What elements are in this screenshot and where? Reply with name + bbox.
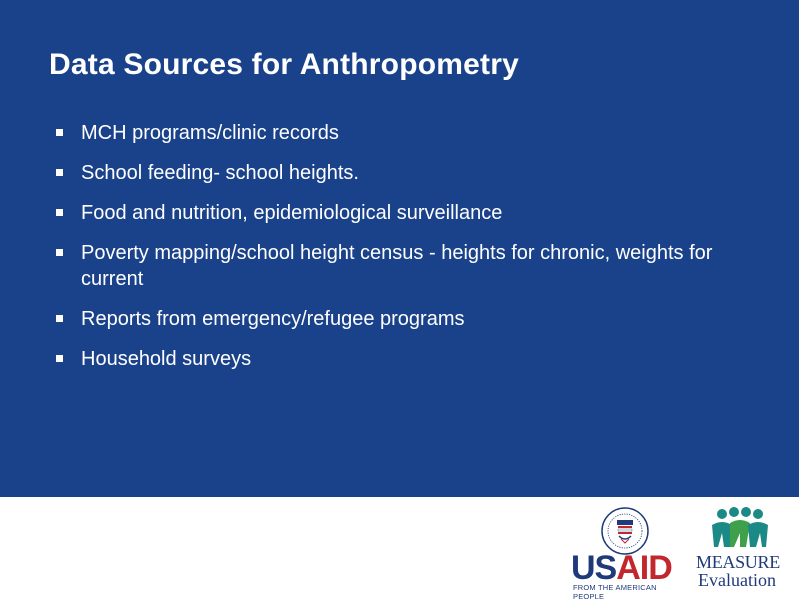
- bullet-item: [56, 240, 756, 292]
- slide-title: Data Sources for Anthropometry: [49, 48, 519, 81]
- usaid-aid-text: AID: [616, 549, 672, 587]
- square-bullet-icon: [56, 129, 63, 136]
- evaluation-text: Evaluation: [698, 570, 776, 590]
- square-bullet-icon: [56, 315, 63, 322]
- square-bullet-icon: [56, 355, 63, 362]
- bullet-text: Poverty mapping/school height census - heights for chronic, weights for current: [81, 242, 713, 290]
- usaid-seal-icon: [601, 507, 649, 555]
- usaid-wordmark: [571, 549, 677, 587]
- square-bullet-icon: [56, 209, 63, 216]
- bullet-item: [56, 120, 756, 146]
- people-figures-icon: [708, 507, 772, 551]
- bullet-item: [56, 306, 756, 332]
- footer-band: [0, 497, 799, 598]
- usaid-us-text: US: [571, 549, 617, 587]
- bullet-text: Household surveys: [81, 348, 252, 370]
- measure-evaluation-logo: [694, 507, 790, 593]
- usaid-logo: [571, 507, 677, 601]
- bullet-list: [56, 120, 756, 386]
- square-bullet-icon: [56, 249, 63, 256]
- measure-text: MEASURE: [696, 552, 780, 572]
- usaid-tagline: FROM THE AMERICAN PEOPLE: [573, 583, 657, 601]
- square-bullet-icon: [56, 169, 63, 176]
- bullet-item: [56, 200, 756, 226]
- bullet-item: [56, 346, 756, 372]
- bullet-text: Food and nutrition, epidemiological surveillance: [81, 202, 503, 224]
- bullet-text: School feeding- school heights.: [81, 162, 359, 184]
- bullet-text: MCH programs/clinic records: [81, 122, 339, 144]
- bullet-text: Reports from emergency/refugee programs: [81, 308, 465, 330]
- bullet-item: [56, 160, 756, 186]
